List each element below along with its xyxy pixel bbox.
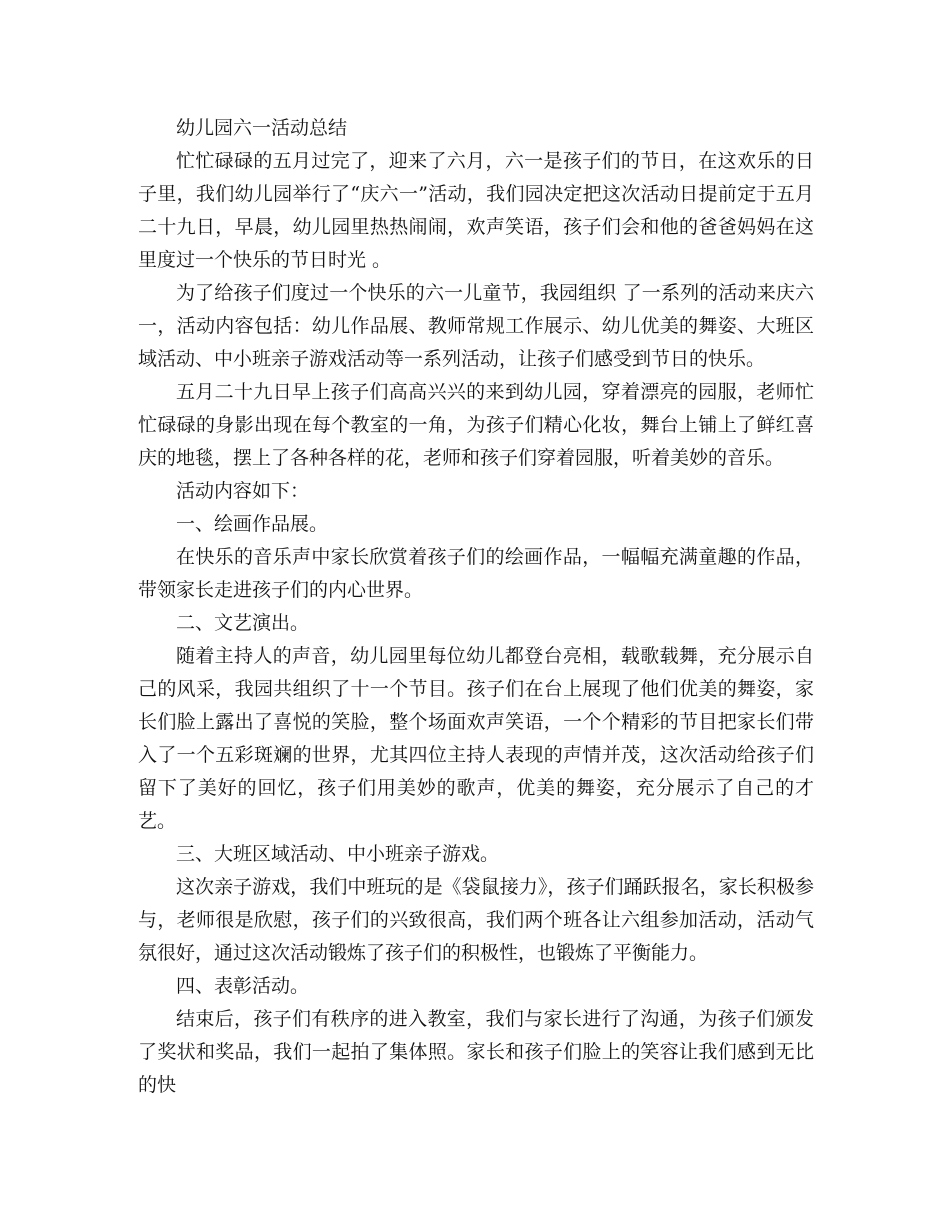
paragraph-activities-overview: 为了给孩子们度过一个快乐的六一儿童节，我园组织 了一系列的活动来庆六一，活动内容包括：幼儿作品展、教师常规工作展示、幼儿优美的舞姿、大班区域活动、中小班亲子游戏活动等一系列活动，让孩子们感受到节日的快乐。 (138, 282, 814, 370)
paragraph-awards: 结束后，孩子们有秩序的进入教室，我们与家长进行了沟通，为孩子们颁发了奖状和奖品，我们一起拍了集体照。家长和孩子们脸上的笑容让我们感到无比的快 (138, 1008, 814, 1096)
paragraph-intro: 忙忙碌碌的五月过完了，迎来了六月，六一是孩子们的节日，在这欢乐的日子里，我们幼儿园举行了“庆六一”活动，我们园决定把这次活动日提前定于五月二十九日，早晨，幼儿园里热热闹闹，欢声笑语，孩子们会和他的爸爸妈妈在这里度过一个快乐的节日时光 。 (138, 150, 814, 271)
section-heading-4: 四、表彰活动。 (176, 975, 310, 997)
section-heading-3: 三、大班区域活动、中小班亲子游戏。 (176, 843, 500, 865)
paragraph-performance: 随着主持人的声音，幼儿园里每位幼儿都登台亮相，载歌载舞，充分展示自己的风采，我园共组织了十一个节目。孩子们在台上展现了他们优美的舞姿，家长们脸上露出了喜悦的笑脸，整个场面欢声笑语，一个个精彩的节目把家长们带入了一个五彩斑斓的世界，尤其四位主持人表现的声情并茂，这次活动给孩子们留下了美好的回忆，孩子们用美妙的歌声，优美的舞姿，充分展示了自己的才艺。 (138, 645, 814, 832)
paragraph-content-heading: 活动内容如下： (176, 480, 310, 502)
document-title: 幼儿园六一活动总结 (176, 117, 348, 139)
section-heading-2: 二、文艺演出。 (176, 612, 310, 634)
document-body (138, 112, 814, 1102)
paragraph-parent-child-game: 这次亲子游戏，我们中班玩的是《袋鼠接力》，孩子们踊跃报名，家长积极参与，老师很是欣慰，孩子们的兴致很高，我们两个班各让六组参加活动，活动气氛很好，通过这次活动锻炼了孩子们的积极性，也锻炼了平衡能力。 (138, 876, 814, 964)
paragraph-morning: 五月二十九日早上孩子们高高兴兴的来到幼儿园，穿着漂亮的园服，老师忙忙碌碌的身影出现在每个教室的一角，为孩子们精心化妆，舞台上铺上了鲜红喜庆的地毯，摆上了各种各样的花，老师和孩子们穿着园服，听着美妙的音乐。 (138, 381, 814, 469)
section-heading-1: 一、绘画作品展。 (176, 513, 329, 535)
paragraph-painting: 在快乐的音乐声中家长欣赏着孩子们的绘画作品，一幅幅充满童趣的作品，带领家长走进孩子们的内心世界。 (138, 546, 814, 601)
